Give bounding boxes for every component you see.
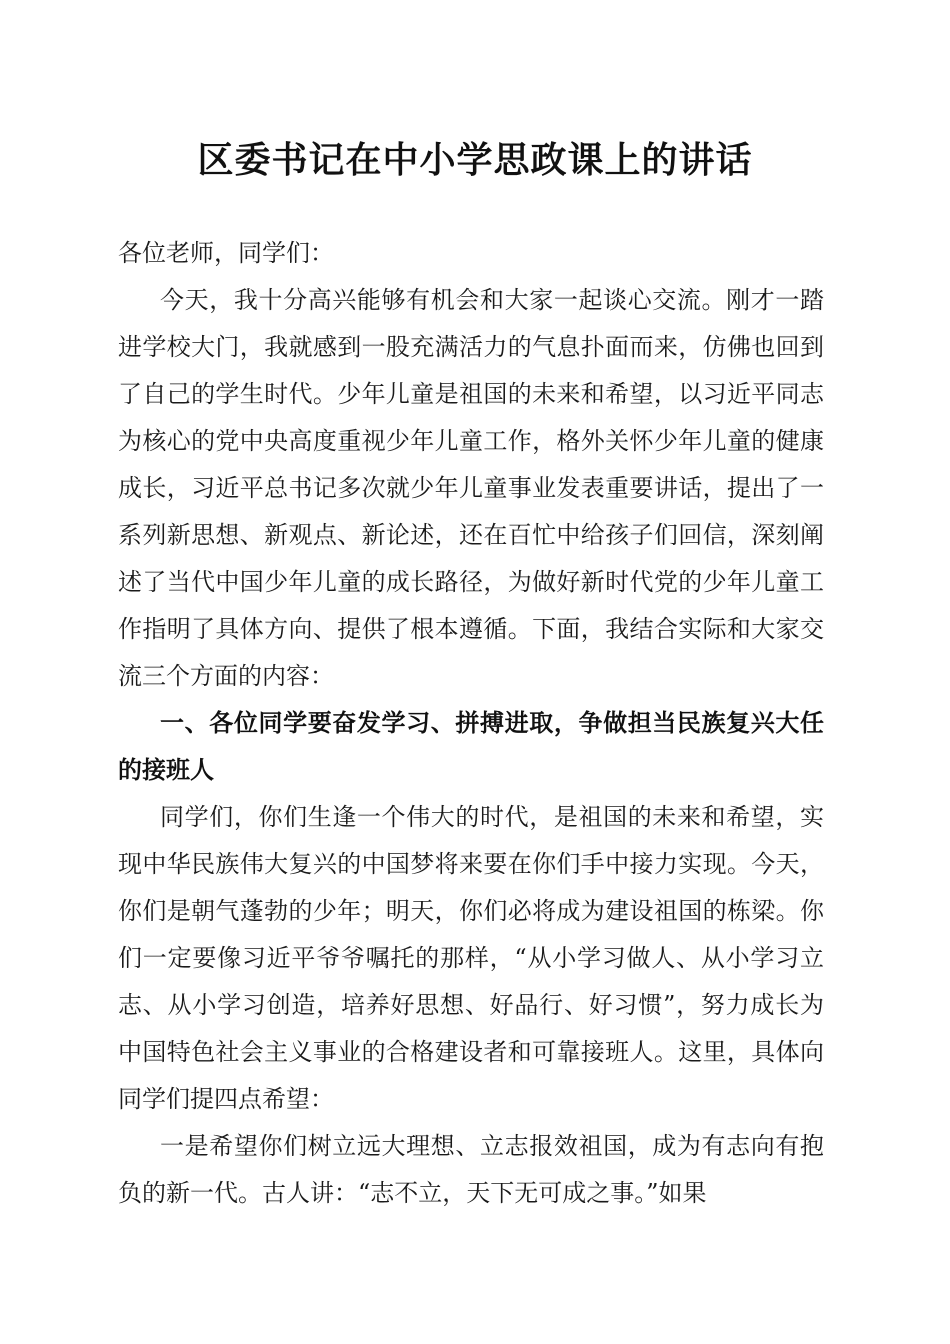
section-heading-1: 一、各位同学要奋发学习、拼搏进取，争做担当民族复兴大任的接班人 — [118, 709, 824, 784]
salutation: 各位老师，同学们： — [118, 239, 334, 267]
paragraph-intro: 今天，我十分高兴能够有机会和大家一起谈心交流。刚才一踏进学校大门，我就感到一股充满活力的气息扑面而来，仿佛也回到了自己的学生时代。少年儿童是祖国的未来和希望，以习近平同志为核心的党中央高度重视少年儿童工作，格外关怀少年儿童的健康成长，习近平总书记多次就少年儿童事业发表重要讲话，提出了一系列新思想、新观点、新论述，还在百忙中给孩子们回信，深刻阐述了当代中国少年儿童的成长路径，为做好新时代党的少年儿童工作指明了具体方向、提供了根本遵循。下面，我结合实际和大家交流三个方面的内容： — [118, 286, 824, 690]
document-title: 区委书记在中小学思政课上的讲话 — [197, 139, 753, 181]
paragraph-hope-1: 一是希望你们树立远大理想、立志报效祖国，成为有志向有抱负的新一代。古人讲：“志不立，天下无可成之事。”如果 — [118, 1132, 824, 1207]
paragraph-section-1: 同学们，你们生逢一个伟大的时代，是祖国的未来和希望，实现中华民族伟大复兴的中国梦将来要在你们手中接力实现。今天，你们是朝气蓬勃的少年；明天，你们必将成为建设祖国的栋梁。你们一定要像习近平爷爷嘱托的那样，“从小学习做人、从小学习立志、从小学习创造，培养好思想、好品行、好习惯”，努力成长为中国特色社会主义事业的合格建设者和可靠接班人。这里，具体向同学们提四点希望： — [118, 803, 824, 1113]
document-body — [118, 230, 824, 1217]
